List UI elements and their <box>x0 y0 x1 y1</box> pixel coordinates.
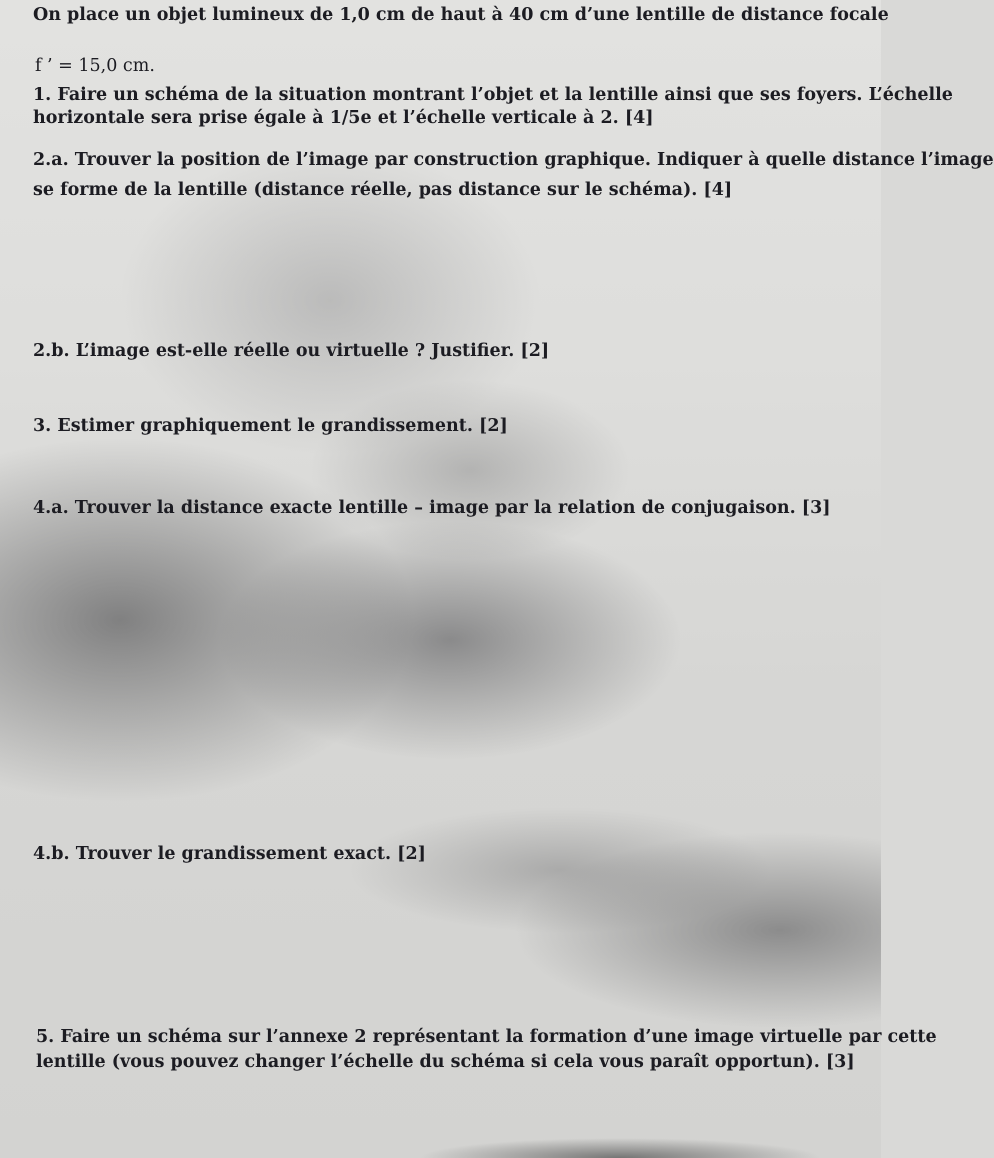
question-4b: 4.b. Trouver le grandissement exact. [2] <box>33 844 426 864</box>
question-2a-line-1: 2.a. Trouver la position de l’image par construction graphique. Indiquer à quelle distance l’image <box>33 150 994 170</box>
question-4a: 4.a. Trouver la distance exacte lentille – image par la relation de conjugaison. [3] <box>33 498 831 518</box>
question-2b: 2.b. L’image est-elle réelle ou virtuelle ? Justifier. [2] <box>33 341 550 361</box>
question-2a-line-2: se forme de la lentille (distance réelle, pas distance sur le schéma). [4] <box>33 180 733 200</box>
question-1-line-2: horizontale sera prise égale à 1/5e et l’échelle verticale à 2. [4] <box>33 108 654 128</box>
question-3: 3. Estimer graphiquement le grandissement. [2] <box>33 416 508 436</box>
focal-length-line: f ’ = 15,0 cm. <box>35 56 155 76</box>
intro-line-1: On place un objet lumineux de 1,0 cm de haut à 40 cm d’une lentille de distance focale <box>33 5 889 25</box>
question-5-line-2: lentille (vous pouvez changer l’échelle du schéma si cela vous paraît opportun). [3] <box>36 1052 855 1072</box>
question-5-line-1: 5. Faire un schéma sur l’annexe 2 représentant la formation d’une image virtuelle par cette <box>36 1027 937 1047</box>
question-1-line-1: 1. Faire un schéma de la situation montrant l’objet et la lentille ainsi que ses foyers. L’échelle <box>33 85 953 105</box>
